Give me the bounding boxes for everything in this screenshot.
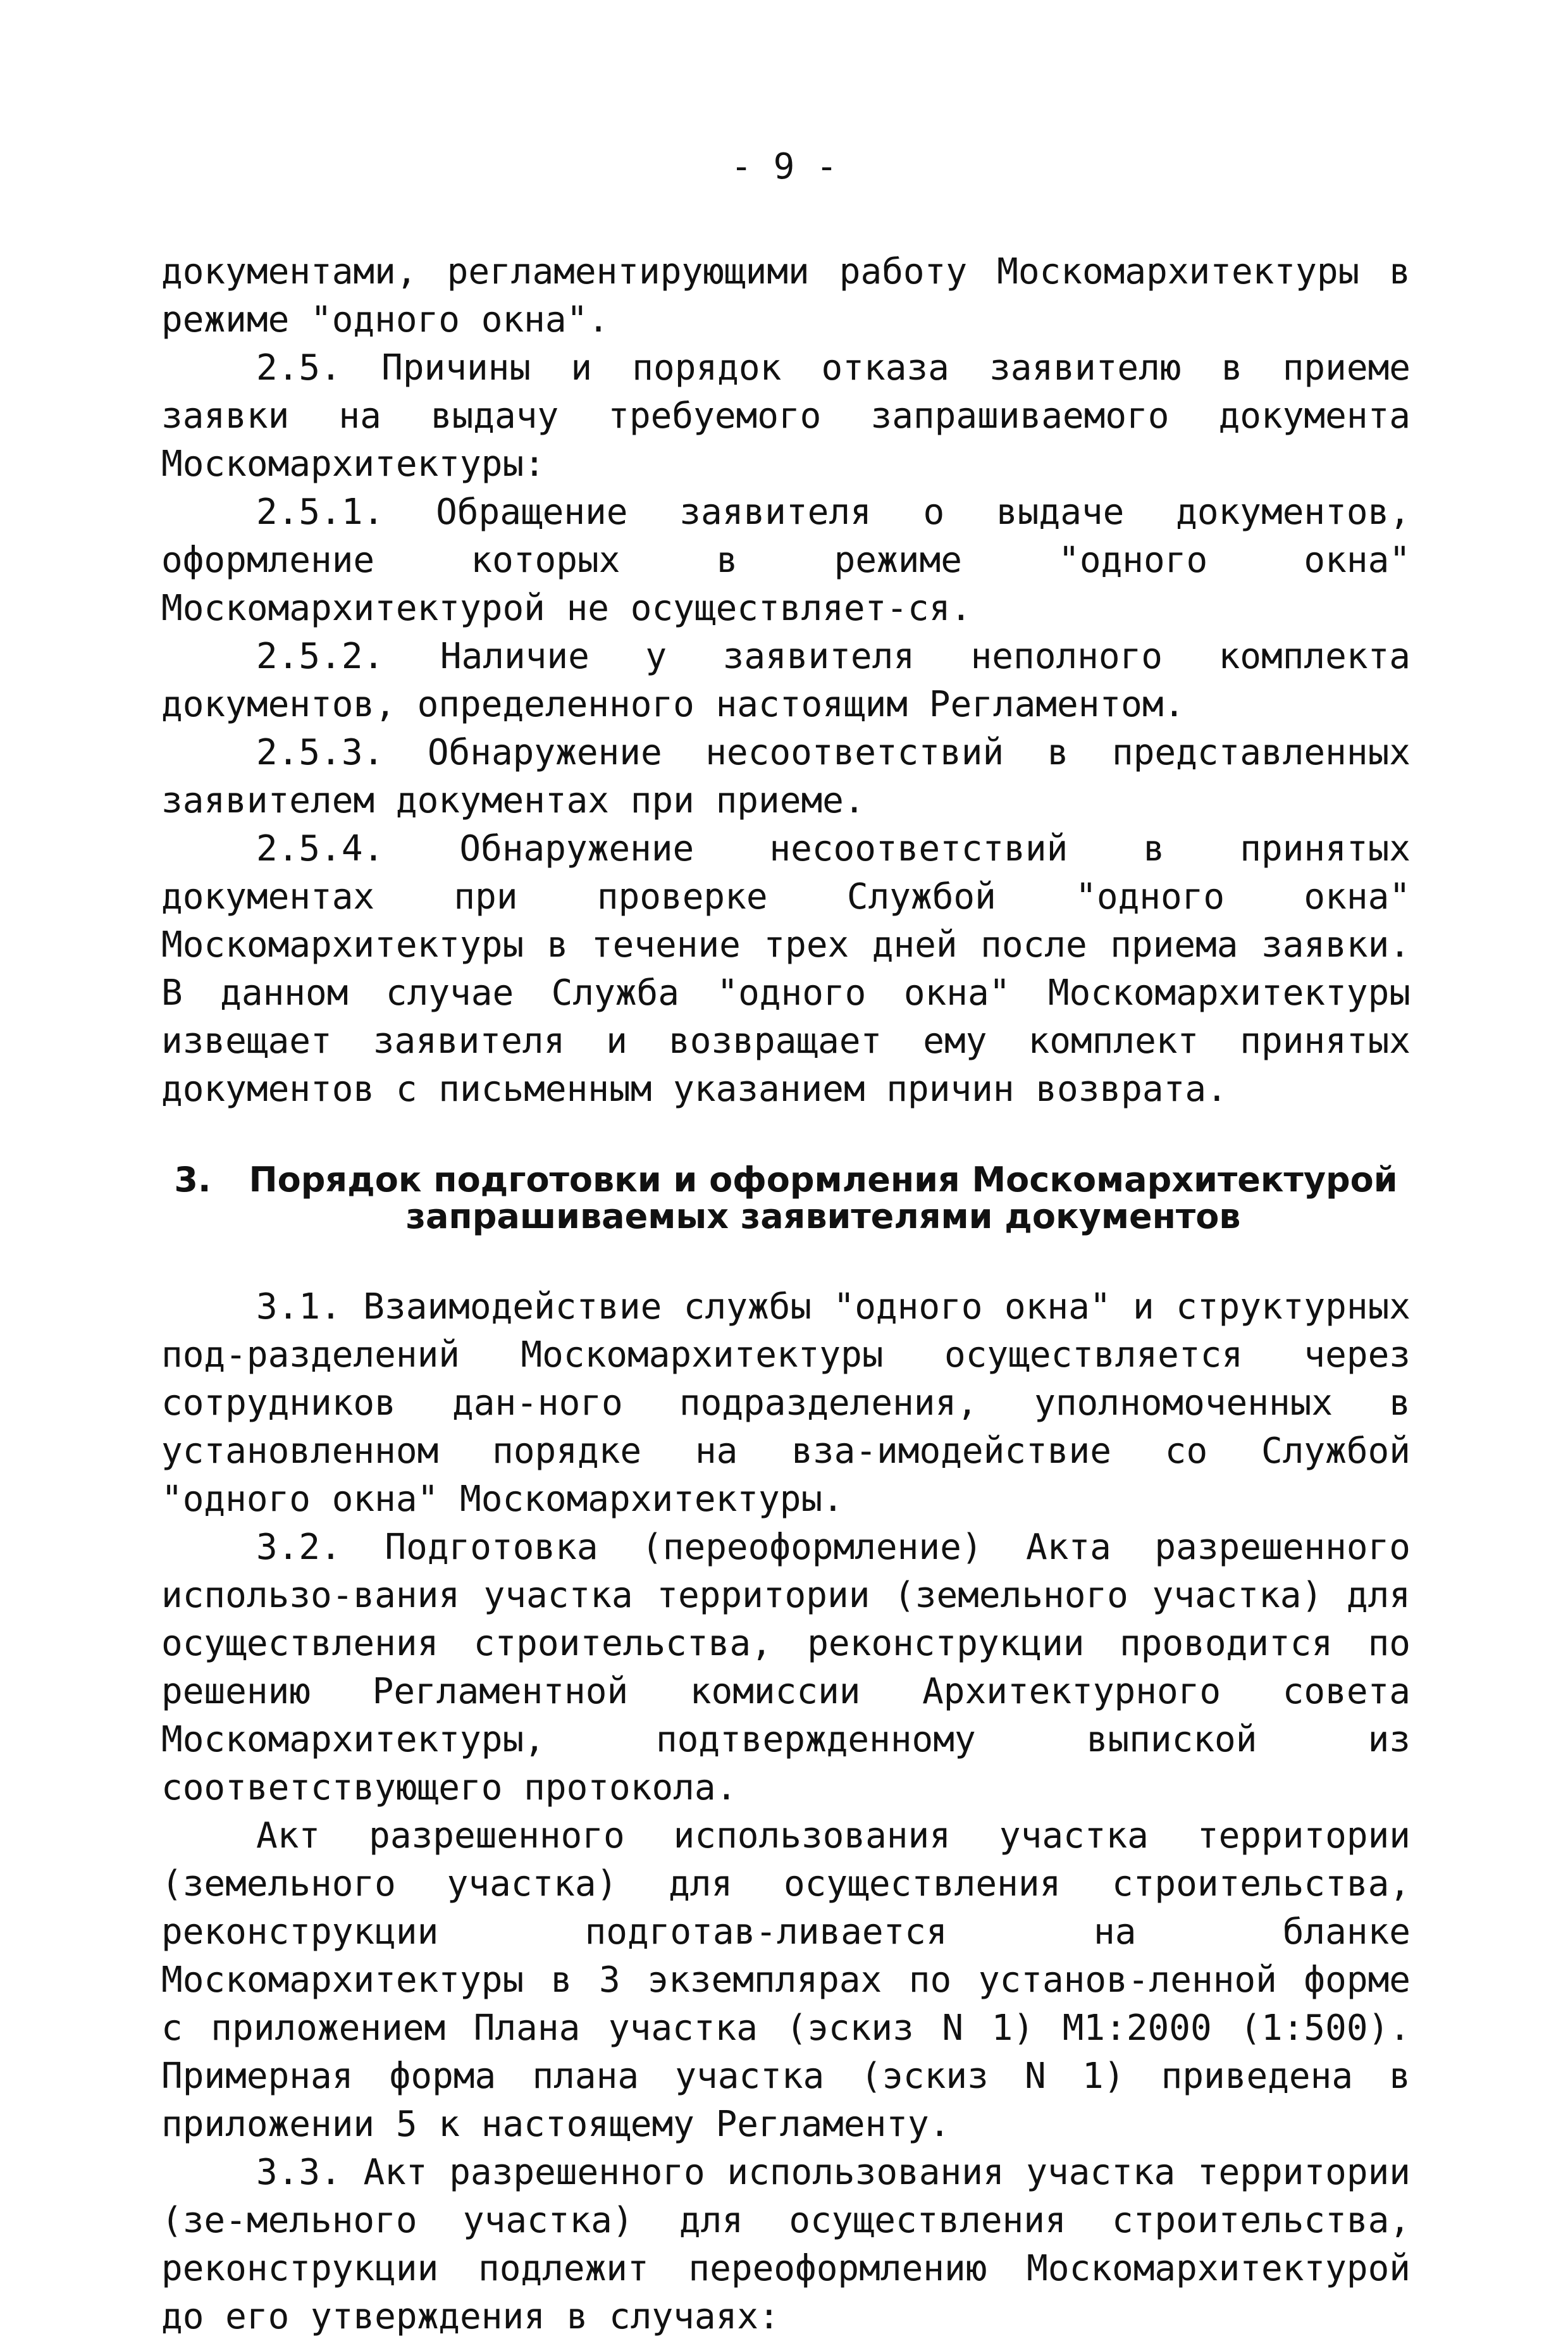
section-title-line-2: запрашиваемых заявителями документов [405, 1196, 1241, 1236]
paragraph-2-5-4: 2.5.4. Обнаружение несоответствий в принятых документах при проверке Службой "одного окна" Москомархитектуры в течение трех дней после приема заявки. В данном случае Служба "одного окна" Москомархитектуры извещает заявителя и возвращает ему комплект принятых документов с письменным указанием причин возврата. [161, 828, 1411, 1110]
paragraph-2-5-2: 2.5.2. Наличие у заявителя неполного комплекта документов, определенного настоящим Регламентом. [161, 636, 1411, 725]
paragraph-3-1: 3.1. Взаимодействие службы "одного окна" и структурных под-разделений Москомархитектуры осуществляется через сотрудников дан-ного подразделения, уполномоченных в установленном порядке на вза-имодействие со Службой "одного окна" Москомархитектуры. [161, 1286, 1411, 1520]
paragraph-continuation: документами, регламентирующими работу Москомархитектуры в режиме "одного окна". [161, 251, 1411, 340]
section-number: 3. [174, 1160, 211, 1200]
section-title-line-1: Порядок подготовки и оформления Москомархитектурой [249, 1160, 1398, 1200]
section-heading [161, 1162, 1411, 1235]
section-spacer [161, 1114, 1411, 1162]
document-body [161, 248, 1411, 2341]
paragraph-3-2: 3.2. Подготовка (переоформление) Акта разрешенного использо-вания участка территории (земельного участка) для осуществления строительства, реконструкции проводится по решению Регламентной комиссии Архитектурного совета Москомархитектуры, подтвержденному выпиской из соответствующего протокола. [161, 1527, 1411, 1808]
paragraph-3-3: 3.3. Акт разрешенного использования участка территории (зе-мельного участка) для осуществления строительства, реконструкции подлежит переоформлению Москомархитектурой до его утверждения в случаях: [161, 2152, 1411, 2337]
page-number: - 9 - [731, 146, 837, 187]
paragraph-2-5: 2.5. Причины и порядок отказа заявителю в приеме заявки на выдачу требуемого запрашиваемого документа Москомархитектуры: [161, 347, 1411, 485]
paragraph-2-5-3: 2.5.3. Обнаружение несоответствий в представленных заявителем документах при приеме. [161, 732, 1411, 821]
paragraph-2-5-1: 2.5.1. Обращение заявителя о выдаче документов, оформление которых в режиме "одного окна" Москомархитектурой не осуществляет-ся. [161, 492, 1411, 629]
section-title [249, 1162, 1397, 1235]
paragraph-act-description: Акт разрешенного использования участка территории (земельного участка) для осуществления строительства, реконструкции подготав-ливается на бланке Москомархитектуры в 3 экземплярах по установ-ленной форме с приложением Плана участка (эскиз N 1) М1:2000 (1:500). Примерная форма плана участка (эскиз N 1) приведена в приложении 5 к настоящему Регламенту. [161, 1815, 1411, 2145]
section-spacer [161, 1235, 1411, 1283]
